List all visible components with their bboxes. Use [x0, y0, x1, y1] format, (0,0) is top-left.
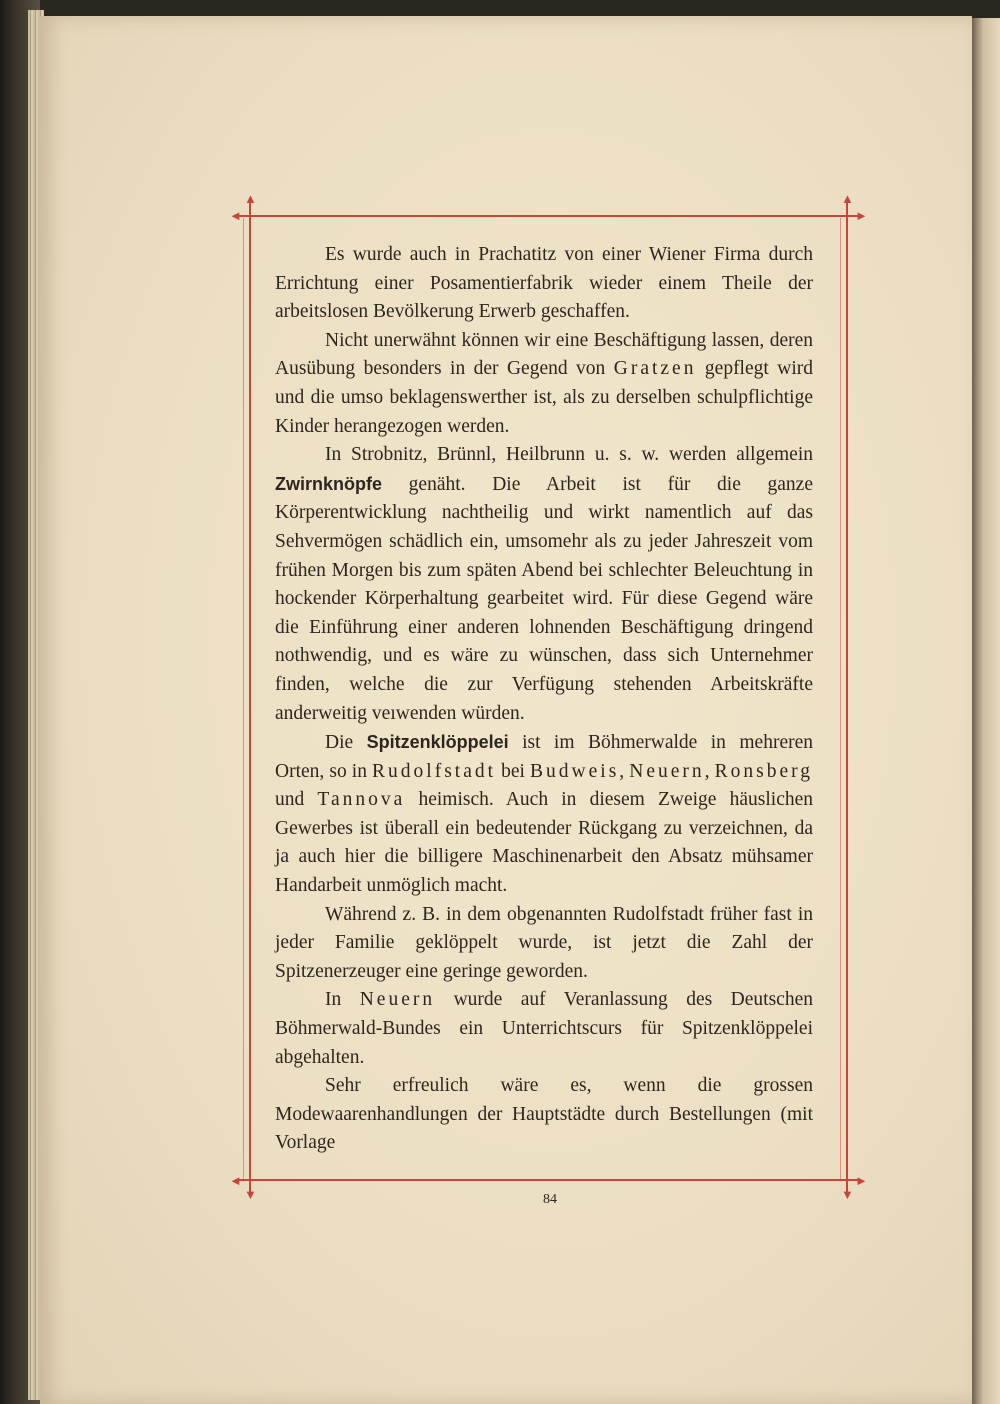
text-run: wurde auf Veranlassung des Deutschen Böhmerwald-Bundes ein Unterrichtscurs für Spitzenklöppelei abgehalten.: [275, 989, 813, 1068]
text-run: heimisch. Auch in diesem Zweige häuslichen Gewerbes ist überall ein bedeutender Rückgang zu verzeichnen, da ja auch hier die billigere Maschinenarbeit den Absatz mühsamer Handarbeit unmöglich macht.: [275, 789, 814, 897]
text-run: Es wurde auch in Prachatitz von einer Wiener Firma durch Errichtung einer Posamentierfabrik wieder einem Theile der arbeitslosen Bevölkerung Erwerb geschaffen.: [275, 244, 813, 323]
spaced-name: Neuern: [629, 760, 705, 782]
corner-ornament-icon: ►: [855, 208, 868, 223]
spaced-name: Budweis: [530, 760, 620, 782]
corner-ornament-icon: ▼: [244, 1187, 257, 1202]
spaced-name: Tannova: [317, 789, 406, 811]
paragraph: [275, 728, 813, 901]
bold-term: Spitzenklöppelei: [366, 732, 509, 753]
text-run: In Strobnitz, Brünnl, Heilbrunn u. s. w. werden allgemein: [325, 444, 813, 466]
text-run: Nicht unerwähnt können wir eine Beschäftigung lassen, deren Ausübung besonders in der Gegend von: [275, 329, 813, 380]
frame-top: [238, 215, 858, 217]
body-text: [275, 241, 813, 1158]
text-run: Die: [325, 732, 367, 754]
paragraph: [275, 901, 813, 987]
paragraph: [275, 986, 813, 1072]
next-page-edge: [972, 18, 1000, 1404]
frame-left-inner: [243, 218, 244, 1180]
frame-right-inner: [840, 218, 841, 1180]
frame-bottom: [238, 1179, 858, 1181]
paragraph: [275, 1072, 813, 1158]
spaced-name: Ronsberg: [714, 760, 814, 782]
text-run: Während z. B. in dem obgenannten Rudolfstadt früher fast in jeder Familie geklöppelt wurde, ist jetzt die Zahl der Spitzenerzeuger eine geringe geworden.: [275, 903, 813, 982]
text-run: und: [275, 789, 318, 811]
corner-ornament-icon: ▲: [244, 191, 257, 206]
spaced-name: Gratzen: [613, 358, 697, 380]
corner-ornament-icon: ◄: [229, 208, 242, 223]
paragraph: [275, 441, 813, 728]
text-run: bei: [496, 760, 531, 782]
corner-ornament-icon: ▼: [841, 1187, 854, 1202]
bold-term: Zwirnknöpfe: [275, 473, 382, 494]
frame-right: [846, 203, 848, 1193]
text-run: Sehr erfreulich wäre es, wenn die grossen Modewaarenhandlungen der Hauptstädte durch Bestellungen (mit Vorlage: [275, 1075, 813, 1154]
text-run: ,: [619, 760, 630, 782]
spaced-name: Neuern: [359, 989, 436, 1011]
corner-ornament-icon: ▲: [841, 191, 854, 206]
text-run: genäht. Die Arbeit ist für die ganze Körperentwicklung nachtheilig und wirkt namentlich auf das Sehvermögen schädlich ein, umsomehr als zu jeder Jahreszeit vom frühen Morgen bis zum späten Abend bei schlechter Beleuchtung in hockender Körperhaltung gearbeitet wird. Für diese Gegend wäre die Einführung einer anderen lohnenden Beschäftigung dringend nothwendig, und es wäre zu wünschen, dass sich Unternehmer finden, welche die zur Verfügung stehenden Arbeitskräfte anderweitig veıwenden würden.: [275, 473, 813, 724]
paragraph: [275, 241, 813, 327]
text-run: In: [325, 989, 360, 1011]
text-run: gepflegt wird und die umso beklagenswerther ist, als zu derselben schulpflichtige Kinder herangezogen werden.: [275, 358, 813, 437]
text-run: ,: [704, 760, 715, 782]
corner-ornament-icon: ►: [855, 1173, 868, 1188]
frame-left: [249, 203, 251, 1193]
spaced-name: Rudolfstadt: [372, 760, 497, 782]
page-number: 84: [543, 1192, 557, 1207]
paragraph: [275, 327, 813, 441]
corner-ornament-icon: ◄: [229, 1173, 242, 1188]
text-run: ist im Böhmerwalde in mehreren Orten, so in: [275, 732, 813, 782]
